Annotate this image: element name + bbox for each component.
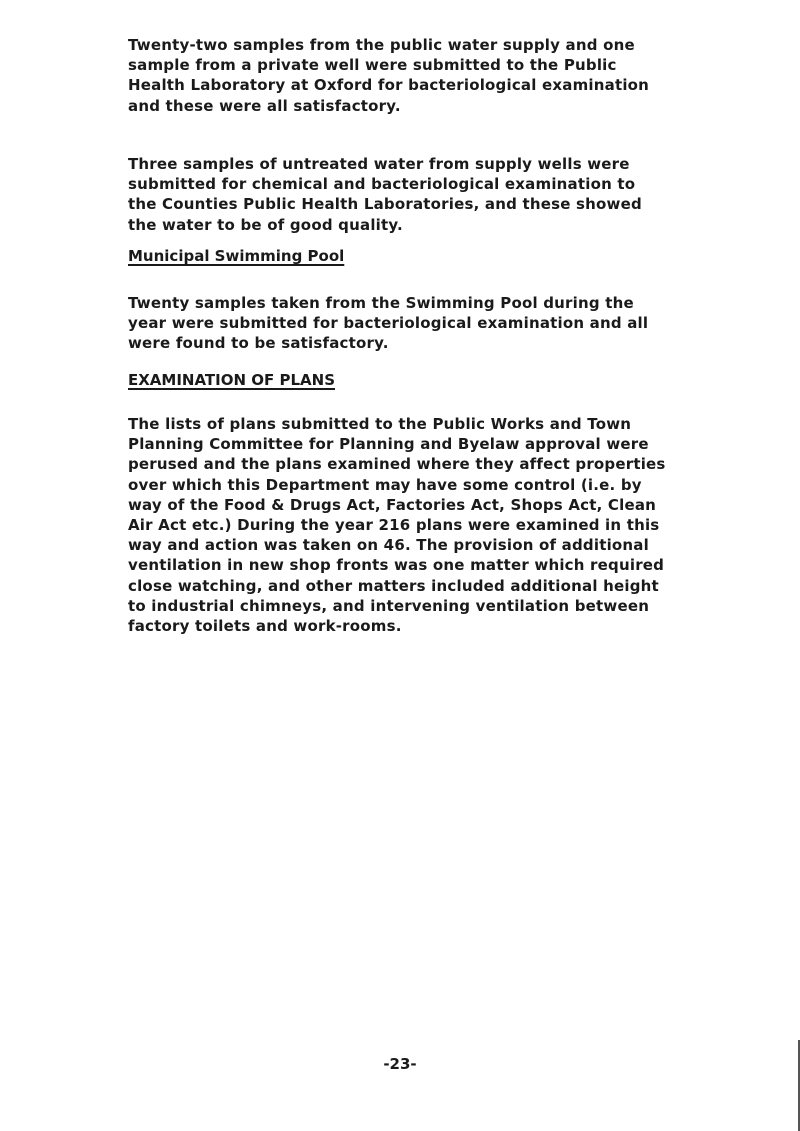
paragraph-supply-wells: Three samples of untreated water from supply wells were submitted for chemical and bacteriological examination to the Counties Public Health Laboratories, and these showed the water to be of good quality. (128, 155, 642, 234)
paragraph-plans: The lists of plans submitted to the Public Works and Town Planning Committee for Planning and Byelaw approval were perused and the plans examined where they affect properties over which this Department may have some control (i.e. by way of the Food & Drugs Act, Factories Act, Shops Act, Clean Air Act etc.) During the year 216 plans were examined in this way and action was taken on 46. The provision of additional ventilation in new shop fronts was one matter which required close watching, and other matters included additional height to industrial chimneys, and intervening ventilation between factory toilets and work-rooms. (128, 415, 666, 636)
paragraph-water-samples: Twenty-two samples from the public water supply and one sample from a private well were submitted to the Public Health Laboratory at Oxford for bacteriological examination and these were all satisfactory. (128, 36, 650, 115)
heading-swimming-pool: Municipal Swimming Pool (128, 247, 345, 265)
page-number: -23- (383, 1055, 417, 1073)
paragraph-swimming-pool: Twenty samples taken from the Swimming Pool during the year were submitted for bacteriological examination and all were found to be satisfactory. (128, 294, 649, 353)
heading-examination-of-plans: EXAMINATION OF PLANS (128, 371, 336, 389)
